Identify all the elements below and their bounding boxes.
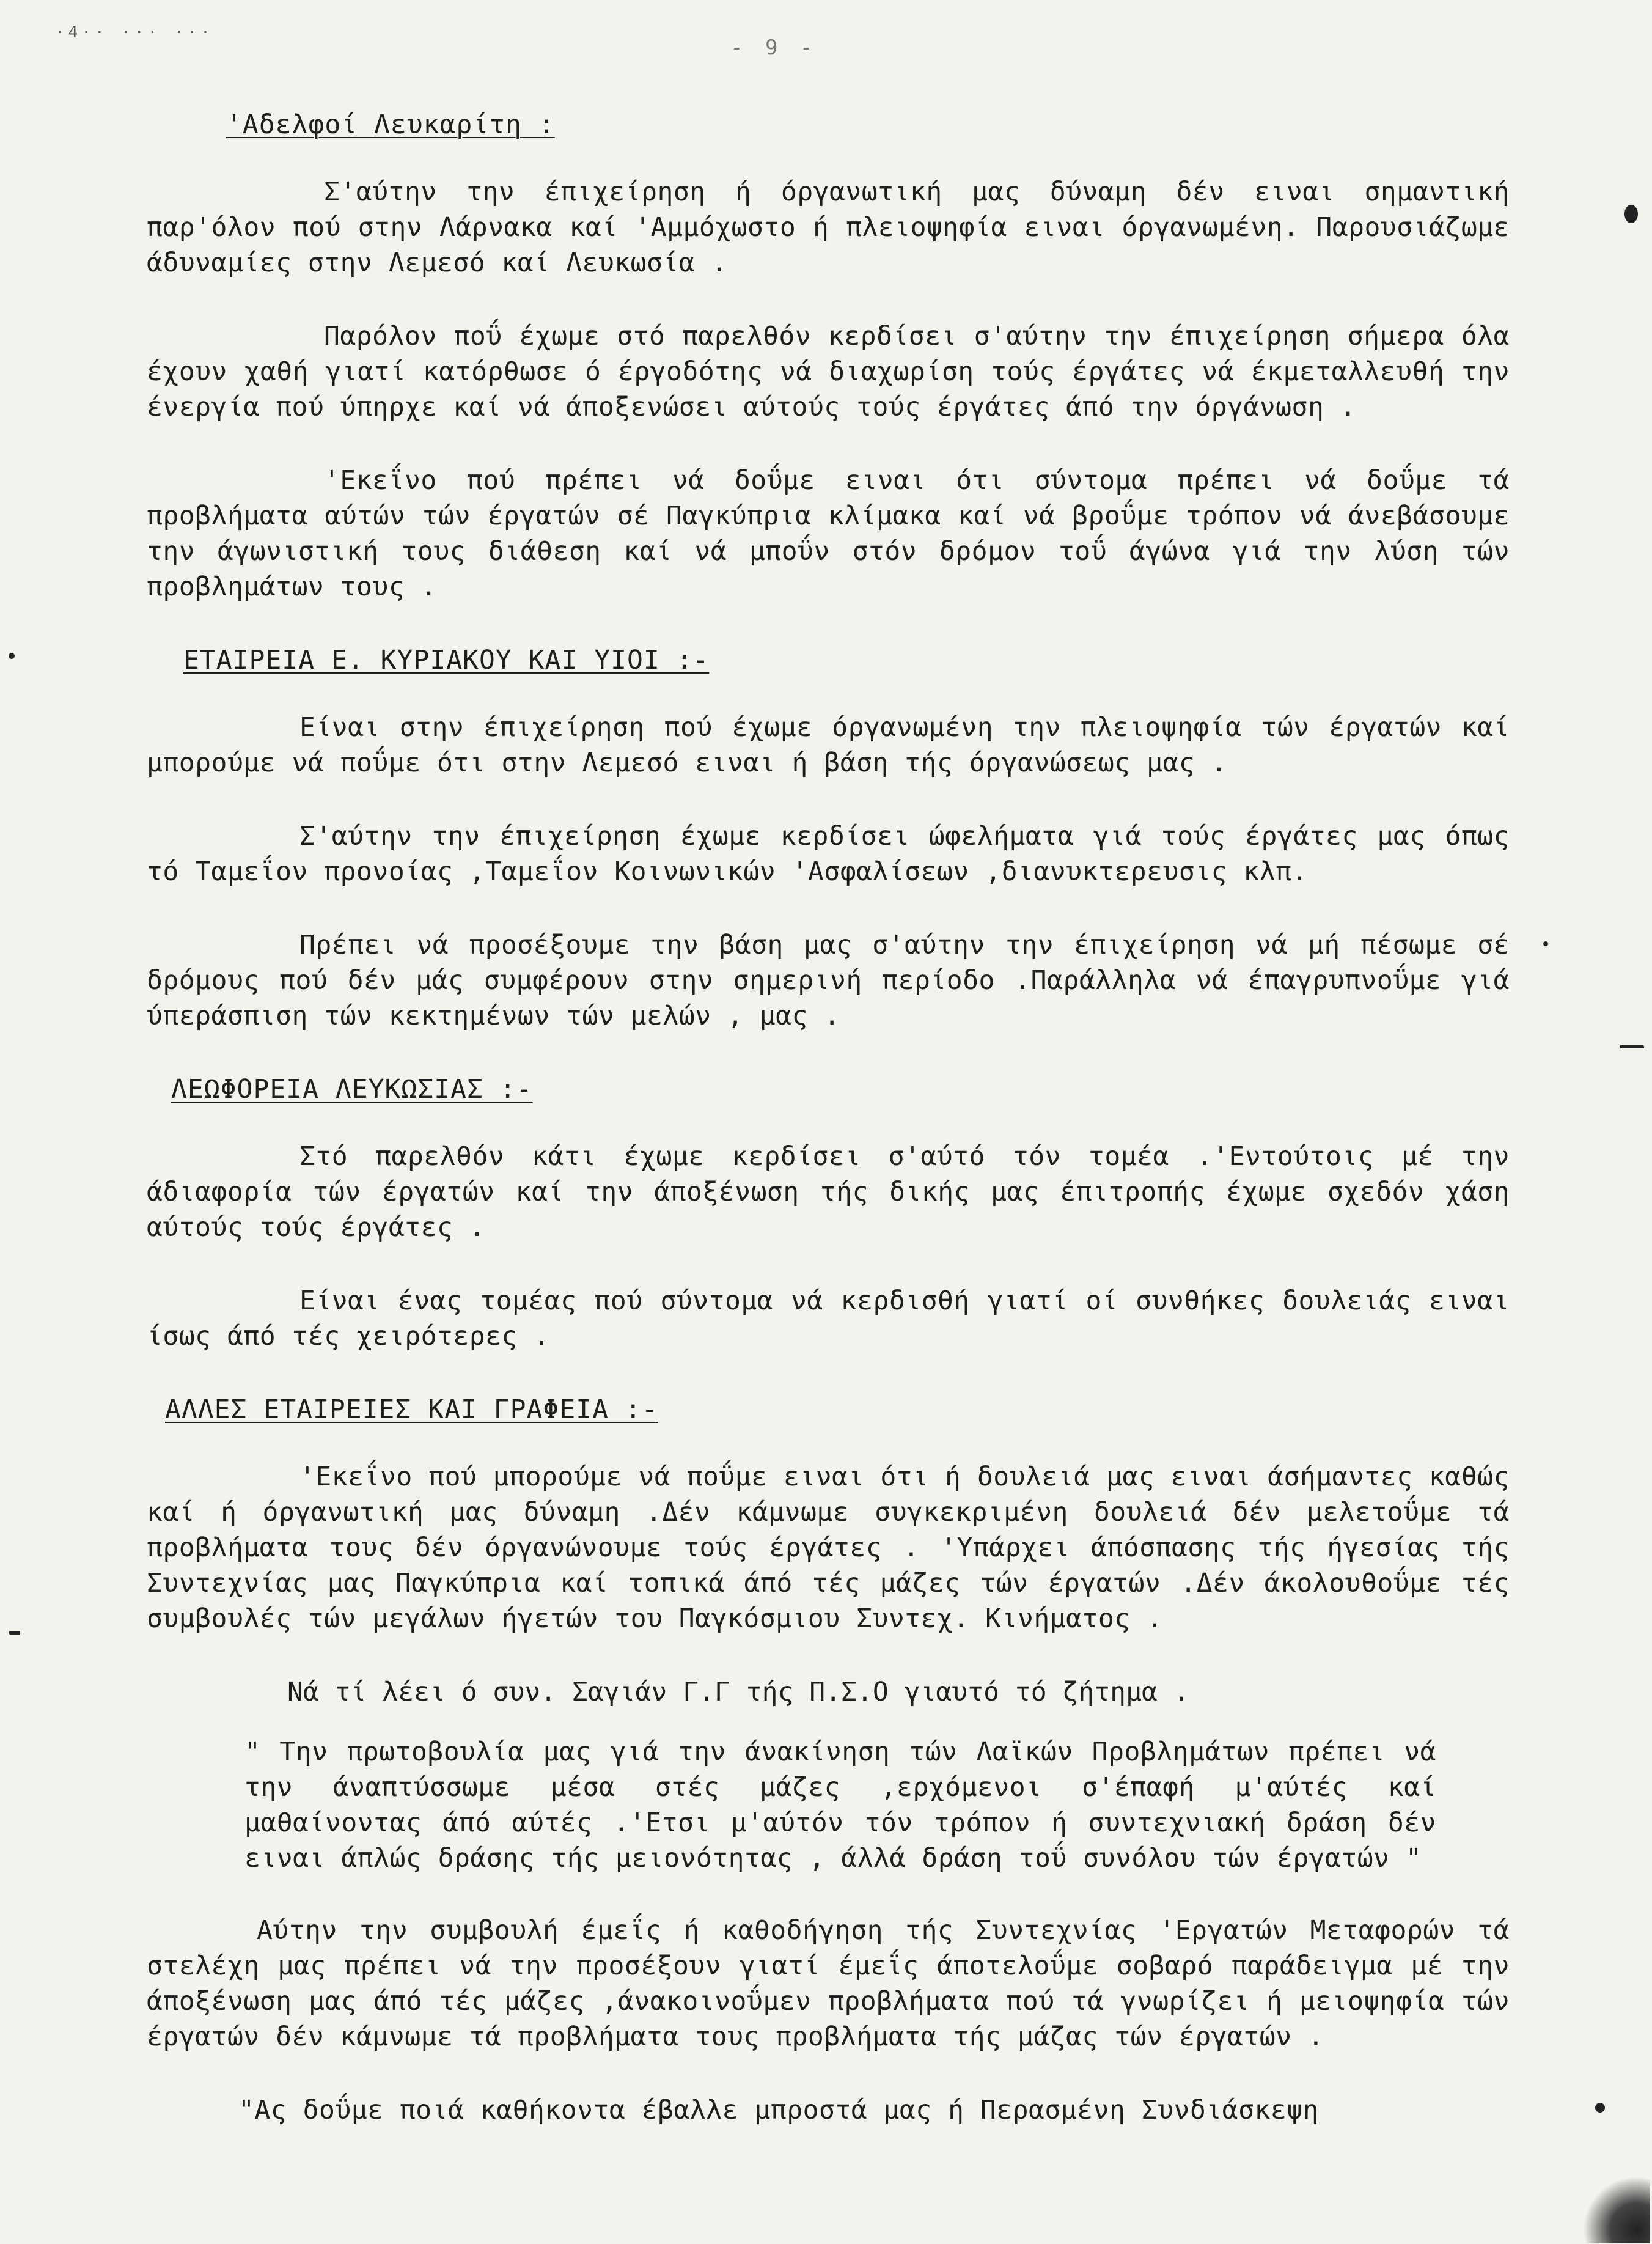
section-heading [171, 1072, 1510, 1107]
paragraph: 'Εκεΐνο πού πρέπει νά δοΰμε ειναι ότι σύντομα πρέπει νά δοΰμε τά προβλήματα αύτών τών έργατών σέ Παγκύπρια κλίμακα καί νά βροΰμε τρόπον νά άνεβάσουμε την άγωνιστική τους διάθεση καί νά μποΰν στόν δρόμον τοΰ άγώνα γιά την λύση τών προβλημάτων τους . [147, 465, 1510, 602]
paragraph: Σ'αύτην την έπιχείρηση έχωμε κερδίσει ώφελήματα γιά τούς έργάτες μας όπως τό Ταμεΐον προνοίας ,Ταμεΐον Κοινωνικών 'Ασφαλίσεων ,διανυκτερευσις κλπ. [147, 821, 1510, 887]
paragraph: Είναι στην έπιχείρηση πού έχωμε όργανωμένη την πλειοψηφία τών έργατών καί μπορούμε νά ποΰμε ότι στην Λεμεσό ειναι ή βάση τής όργανώσεως μας . [147, 712, 1510, 778]
quote-intro-line: Νά τί λέει ό συν. Σαγιάν Γ.Γ τής Π.Σ.Ο γιαυτό τό ζήτημα . [287, 1677, 1189, 1707]
section-heading-text: 'Αδελφοί Λευκαρίτη : [226, 109, 555, 140]
section-heading-text: ΑΛΛΕΣ ΕΤΑΙΡΕΙΕΣ ΚΑΙ ΓΡΑΦΕΙΑ :- [165, 1394, 658, 1425]
section-heading-text: ΕΤΑΙΡΕΙΑ Ε. ΚΥΡΙΑΚΟΥ ΚΑΙ ΥΙΟΙ :- [183, 645, 710, 675]
section-heading [226, 107, 1510, 142]
paragraph: Στό παρελθόν κάτι έχωμε κερδίσει σ'αύτό τόν τομέα .'Εντούτοις μέ την άδιαφορία τών έργατών καί την άποξένωση τής δικής μας έπιτροπής έχωμε σχεδόν χάση αύτούς τούς έργάτες . [147, 1141, 1510, 1243]
block-quote: " Την πρωτοβουλία μας γιά την άνακίνηση τών Λαϊκών Προβλημάτων πρέπει νά την άναπτύσσωμε μέσα στές μάζες ,ερχόμενοι σ'έπαφή μ'αύτές καί μαθαίνοντας άπό αύτές .'Ετσι μ'αύτόν τόν τρόπον ή συντεχνιακή δράση δέν ειναι άπλώς δράσης τής μειονότητας , άλλά δράση τοΰ συνόλου τών έργατών " [244, 1737, 1436, 1874]
paragraph: Πρέπει νά προσέξουμε την βάση μας σ'αύτην την έπιχείρηση νά μή πέσωμε σέ δρόμους πού δέν μάς συμφέρουν στην σημερινή περίοδο .Παράλληλα νά έπαγρυπνοΰμε γιά ύπεράσπιση τών κεκτημένων τών μελών , μας . [147, 930, 1510, 1031]
scan-speck [1624, 205, 1638, 223]
section-heading-text: ΛΕΩΦΟΡΕΙΑ ΛΕΥΚΩΣΙΑΣ :- [171, 1074, 533, 1105]
scan-speck [1543, 941, 1548, 946]
paragraph: Παρόλον ποΰ έχωμε στό παρελθόν κερδίσει σ'αύτην την έπιχείρηση σήμερα όλα έχουν χαθή γιατί κατόρθωσε ό έργοδότης νά διαχωρίση τούς έργάτες νά έκμεταλλευθή την ένεργία πού ύπηρχε καί νά άποξενώσει αύτούς τούς έργάτες άπό την όργάνωση . [147, 321, 1510, 422]
scan-speck [1595, 2103, 1605, 2113]
page-number: - 9 - [730, 35, 818, 60]
paragraph: Είναι ένας τομέας πού σύντομα νά κερδισθή γιατί οί συνθήκες δουλειάς ειναι ίσως άπό τές χειρότερες . [147, 1286, 1510, 1352]
document-body [147, 107, 1510, 2128]
scan-speck [1583, 2176, 1650, 2243]
paragraph: Αύτην την συμβουλή έμεΐς ή καθοδήγηση τής Συντεχνίας 'Εργατών Μεταφορών τά στελέχη μας πρέπει νά την προσέξουν γιατί έμεΐς άποτελοΰμε σοβαρό παράδειγμα μέ την άποξένωση μας άπό τές μάζες ,άνακοινοΰμεν προβλήματα πού τά γνωρίζει ή μειοψηφία τών έργατών δέν κάμνωμε τά προβλήματα τους προβλήματα τής μάζας τών έργατών . [147, 1915, 1510, 2052]
scan-speck [1620, 1045, 1644, 1048]
scan-speck [9, 1631, 20, 1635]
paragraph: 'Εκεΐνο πού μπορούμε νά ποΰμε ειναι ότι ή δουλειά μας ειναι άσήμαντες καθώς καί ή όργανωτική μας δύναμη .Δέν κάμνωμε συγκεκριμένη δουλειά δέν μελετοΰμε τά προβλήματα τους δέν όργανώνουμε τούς έργάτες . 'Υπάρχει άπόσπασης τής ήγεσίας τής Συντεχνίας μας Παγκύπρια καί τοπικά άπό τές μάζες τών έργατών .Δέν άκολουθοΰμε τές συμβουλές τών μεγάλων ήγετών του Παγκόσμιου Συντεχ. Κινήματος . [147, 1462, 1510, 1634]
scan-speck [9, 653, 15, 659]
final-line: "Ας δοΰμε ποιά καθήκοντα έβαλλε μπροστά μας ή Περασμένη Συνδιάσκεψη [238, 2095, 1320, 2125]
section-heading [183, 642, 1510, 678]
paragraph: Σ'αύτην την έπιχείρηση ή όργανωτική μας δύναμη δέν ειναι σημαντική παρ'όλον πού στην Λάρνακα καί 'Αμμόχωστο ή πλειοψηφία ειναι όργανωμένη. Παρουσιάζωμε άδυναμίες στην Λεμεσό καί Λευκωσία . [147, 177, 1510, 278]
scan-header-noise: ·4·· ··· ··· [55, 23, 214, 42]
section-heading [165, 1392, 1510, 1427]
